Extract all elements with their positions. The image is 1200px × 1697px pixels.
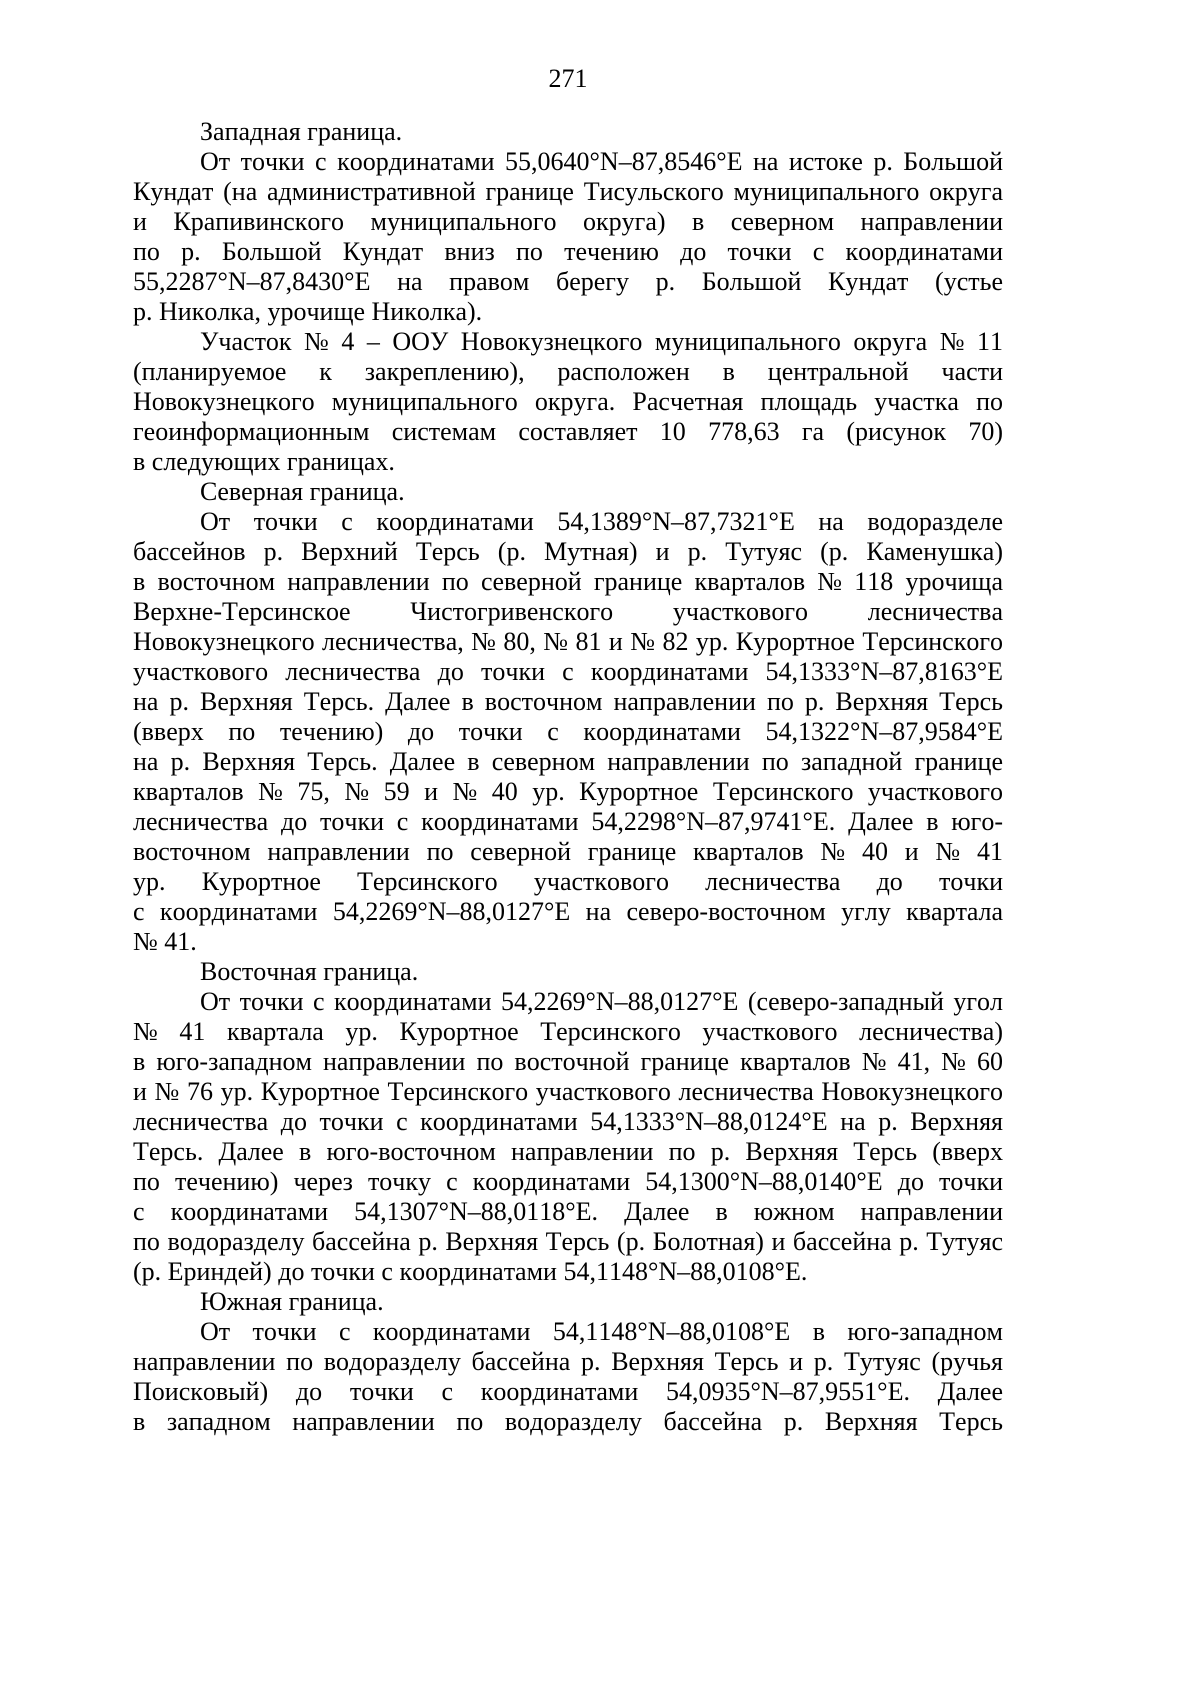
text-line: в юго-западном направлении по восточной границе кварталов № 41, № 60 bbox=[133, 1047, 1003, 1076]
text-line: (р. Ериндей) до точки с координатами 54,1148°N–88,0108°E. bbox=[133, 1257, 808, 1286]
heading-eastern-boundary: Восточная граница. bbox=[200, 957, 419, 986]
text-line: по водоразделу бассейна р. Верхняя Терсь (р. Болотная) и бассейна р. Тутуяс bbox=[133, 1227, 1003, 1256]
text-line: № 41 квартала ур. Курортное Терсинского участкового лесничества) bbox=[133, 1017, 1003, 1046]
text-line: направлении по водоразделу бассейна р. Верхняя Терсь и р. Тутуяс (ручья bbox=[133, 1347, 1003, 1376]
text-line: Участок № 4 – ООУ Новокузнецкого муниципального округа № 11 bbox=[200, 327, 1003, 356]
text-line: От точки с координатами 54,1389°N–87,7321°E на водоразделе bbox=[200, 507, 1003, 536]
text-line: кварталов № 75, № 59 и № 40 ур. Курортное Терсинского участкового bbox=[133, 777, 1004, 806]
text-line: в следующих границах. bbox=[133, 447, 395, 476]
text-line: Новокузнецкого муниципального округа. Расчетная площадь участка по bbox=[133, 387, 1004, 416]
text-line: в восточном направлении по северной границе кварталов № 118 урочища bbox=[133, 567, 1003, 596]
text-line: с координатами 54,2269°N–88,0127°E на северо-восточном углу квартала bbox=[133, 897, 1003, 926]
paragraph-plot-4-description bbox=[133, 327, 1003, 477]
heading-western-boundary: Западная граница. bbox=[200, 117, 403, 146]
text-line: бассейнов р. Верхний Терсь (р. Мутная) и р. Тутуяс (р. Каменушка) bbox=[133, 537, 1003, 566]
text-line: участкового лесничества до точки с координатами 54,1333°N–87,8163°E bbox=[133, 657, 1003, 686]
text-line: Новокузнецкого лесничества, № 80, № 81 и № 82 ур. Курортное Терсинского bbox=[133, 627, 1003, 656]
text-line: ур. Курортное Терсинского участкового лесничества до точки bbox=[133, 867, 1003, 896]
text-line: в западном направлении по водоразделу бассейна р. Верхняя Терсь bbox=[133, 1407, 1003, 1436]
text-line: лесничества до точки с координатами 54,1333°N–88,0124°E на р. Верхняя bbox=[133, 1107, 1003, 1136]
heading-northern-boundary: Северная граница. bbox=[200, 477, 405, 506]
text-line: От точки с координатами 54,2269°N–88,0127°E (северо-западный угол bbox=[200, 987, 1003, 1016]
document-body bbox=[133, 117, 1003, 1437]
text-line: № 41. bbox=[133, 927, 197, 956]
text-line: с координатами 54,1307°N–88,0118°E. Далее в южном направлении bbox=[133, 1197, 1003, 1226]
paragraph-northern-boundary bbox=[133, 507, 1003, 957]
text-line: восточном направлении по северной границе кварталов № 40 и № 41 bbox=[133, 837, 1003, 866]
heading-southern-boundary: Южная граница. bbox=[200, 1287, 384, 1316]
text-line: лесничества до точки с координатами 54,2298°N–87,9741°E. Далее в юго- bbox=[133, 807, 1003, 836]
text-line: Терсь. Далее в юго-восточном направлении по р. Верхняя Терсь (вверх bbox=[133, 1137, 1003, 1166]
text-line: (планируемое к закреплению), расположен в центральной части bbox=[133, 357, 1003, 386]
paragraph-southern-boundary bbox=[133, 1317, 1003, 1437]
text-line: Кундат (на административной границе Тисульского муниципального округа bbox=[133, 177, 1003, 206]
text-line: по течению) через точку с координатами 54,1300°N–88,0140°E до точки bbox=[133, 1167, 1003, 1196]
text-line: От точки с координатами 54,1148°N–88,0108°E в юго-западном bbox=[200, 1317, 1003, 1346]
text-line: и № 76 ур. Курортное Терсинского участкового лесничества Новокузнецкого bbox=[133, 1077, 1003, 1106]
text-line: по р. Большой Кундат вниз по течению до точки с координатами bbox=[133, 237, 1003, 266]
text-line: и Крапивинского муниципального округа) в северном направлении bbox=[133, 207, 1003, 236]
text-line: на р. Верхняя Терсь. Далее в восточном направлении по р. Верхняя Терсь bbox=[133, 687, 1004, 716]
text-line: на р. Верхняя Терсь. Далее в северном направлении по западной границе bbox=[133, 747, 1003, 776]
paragraph-eastern-boundary bbox=[133, 987, 1003, 1287]
text-line: геоинформационным системам составляет 10 778,63 га (рисунок 70) bbox=[133, 417, 1003, 446]
text-line: р. Николка, урочище Николка). bbox=[133, 297, 483, 326]
text-line: 55,2287°N–87,8430°E на правом берегу р. Большой Кундат (устье bbox=[133, 267, 1003, 296]
text-line: Верхне-Терсинское Чистогривенского участкового лесничества bbox=[133, 597, 1003, 626]
text-line: От точки с координатами 55,0640°N–87,8546°E на истоке р. Большой bbox=[200, 147, 1003, 176]
text-line: (вверх по течению) до точки с координатами 54,1322°N–87,9584°E bbox=[133, 717, 1003, 746]
text-line: Поисковый) до точки с координатами 54,0935°N–87,9551°E. Далее bbox=[133, 1377, 1003, 1406]
page-number: 271 bbox=[548, 64, 588, 93]
paragraph-western-boundary bbox=[133, 147, 1003, 327]
